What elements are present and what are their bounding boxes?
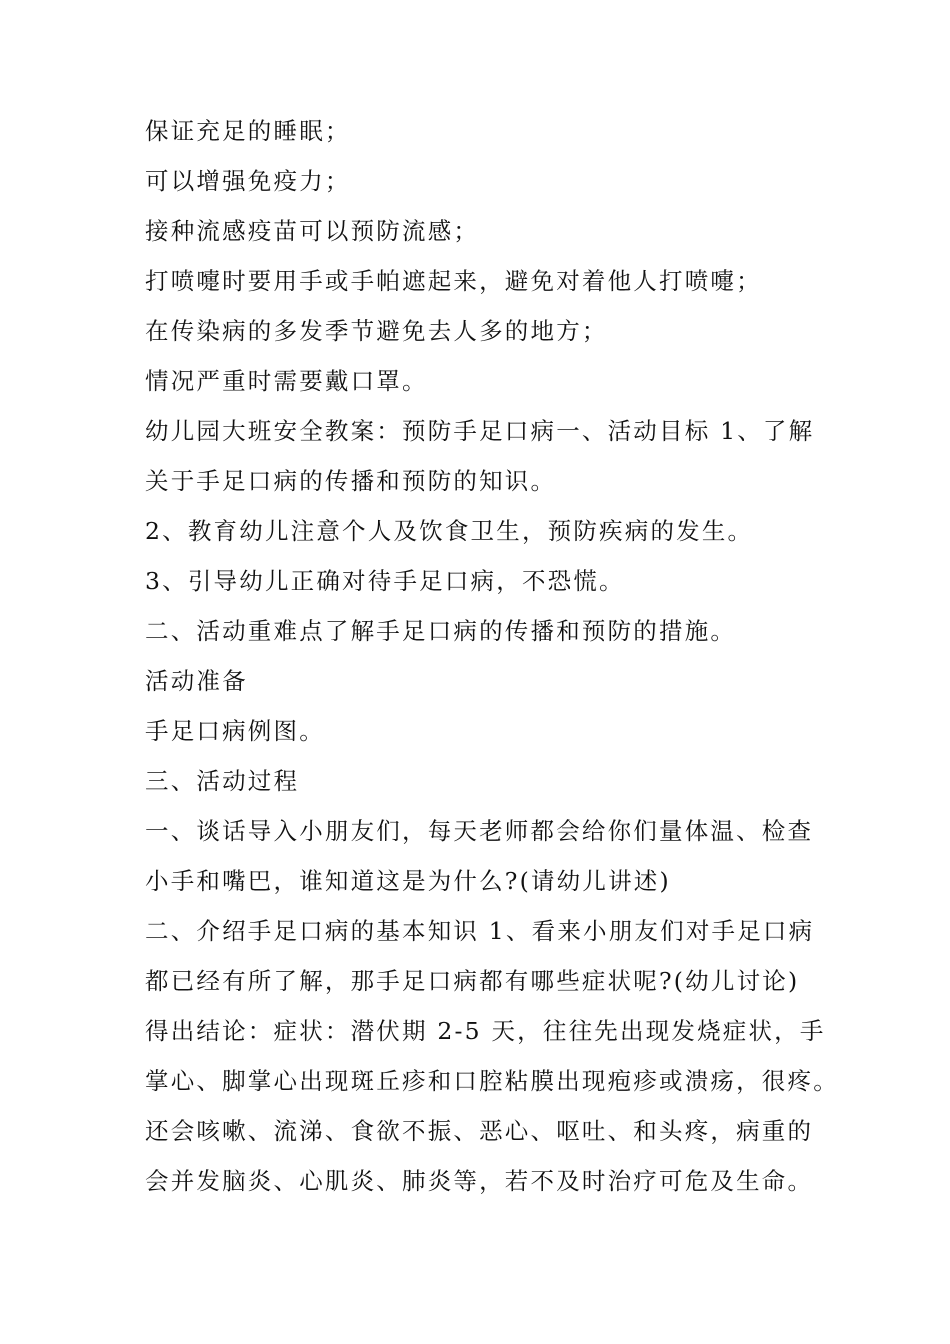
text-line: 2、教育幼儿注意个人及饮食卫生，预防疾病的发生。 (145, 517, 754, 545)
text-line: 都已经有所了解，那手足口病都有哪些症状呢?(幼儿讨论) (145, 967, 800, 995)
text-line: 活动准备 (145, 667, 248, 695)
text-line: 情况严重时需要戴口罩。 (145, 367, 428, 395)
text-line: 关于手足口病的传播和预防的知识。 (145, 467, 557, 495)
text-line: 在传染病的多发季节避免去人多的地方； (145, 317, 608, 345)
text-line: 幼儿园大班安全教案：预防手足口病一、活动目标 1、了解 (145, 417, 815, 445)
text-line: 接种流感疫苗可以预防流感； (145, 217, 480, 245)
text-line: 可以增强免疫力； (145, 167, 351, 195)
document-body (145, 106, 839, 1206)
text-line: 还会咳嗽、流涕、食欲不振、恶心、呕吐、和头疼，病重的 (145, 1117, 814, 1145)
text-line: 保证充足的睡眠； (145, 117, 351, 145)
text-line: 掌心、脚掌心出现斑丘疹和口腔粘膜出现疱疹或溃疡，很疼。 (145, 1067, 839, 1095)
text-line: 二、介绍手足口病的基本知识 1、看来小朋友们对手足口病 (145, 917, 815, 945)
text-line: 二、活动重难点了解手足口病的传播和预防的措施。 (145, 617, 737, 645)
text-line: 会并发脑炎、心肌炎、肺炎等，若不及时治疗可危及生命。 (145, 1167, 814, 1195)
text-line: 得出结论：症状：潜伏期 2-5 天，往往先出现发烧症状，手 (145, 1017, 826, 1045)
text-line: 打喷嚏时要用手或手帕遮起来，避免对着他人打喷嚏； (145, 267, 762, 295)
text-line: 小手和嘴巴，谁知道这是为什么?(请幼儿讲述) (145, 867, 671, 895)
text-line: 三、活动过程 (145, 767, 300, 795)
text-line: 3、引导幼儿正确对待手足口病，不恐慌。 (145, 567, 625, 595)
text-line: 手足口病例图。 (145, 717, 325, 745)
text-line: 一、谈话导入小朋友们，每天老师都会给你们量体温、检查 (145, 817, 814, 845)
